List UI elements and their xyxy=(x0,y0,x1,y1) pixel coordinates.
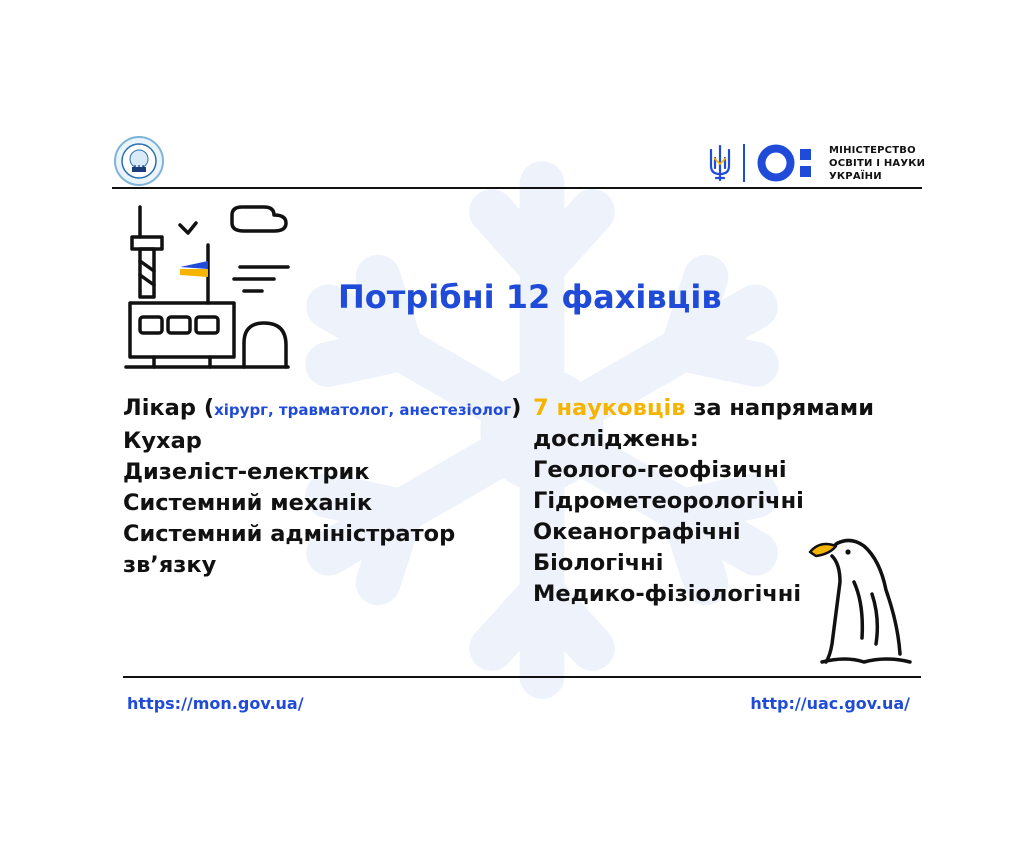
list-item: Кухар xyxy=(123,428,202,454)
ministry-name xyxy=(829,144,925,183)
list-intro xyxy=(533,393,874,424)
paren-close: ) xyxy=(511,395,522,421)
list-item: Системний механік xyxy=(123,490,373,516)
list-intro-line2: досліджень: xyxy=(533,426,699,452)
doctor-specialties: хірург, травматолог, анестезіолог xyxy=(214,401,512,419)
doctor-label: Лікар xyxy=(123,395,196,421)
mon-logo-icon xyxy=(757,144,819,182)
page-title: Потрібні 12 фахівців xyxy=(338,278,722,316)
mon-website-link[interactable]: https://mon.gov.ua/ xyxy=(127,694,304,713)
list-item: Геолого-геофізичні xyxy=(533,457,787,483)
paren-open: ( xyxy=(203,395,215,421)
list-item: Гідрометеорологічні xyxy=(533,488,804,514)
ministry-line: УКРАЇНИ xyxy=(829,170,882,182)
logo-divider xyxy=(743,144,745,182)
footer-divider xyxy=(123,676,921,678)
penguin-icon xyxy=(806,534,914,668)
header-divider xyxy=(112,187,922,189)
list-item: Медико-фізіологічні xyxy=(533,581,802,607)
uac-website-link[interactable]: http://uac.gov.ua/ xyxy=(750,694,910,713)
specialist-list xyxy=(123,393,521,581)
ministry-line: МІНІСТЕРСТВО xyxy=(829,144,916,156)
intro-text: за напрямами xyxy=(685,395,874,421)
list-item: Біологічні xyxy=(533,550,664,576)
scientist-count: 7 науковців xyxy=(533,395,686,421)
trident-icon xyxy=(707,144,733,182)
list-item: Дизеліст-електрик xyxy=(123,459,370,485)
ministry-logo xyxy=(707,140,925,186)
ministry-line: ОСВІТИ І НАУКИ xyxy=(829,157,926,169)
list-item: Океанографічні xyxy=(533,519,741,545)
list-item xyxy=(123,393,521,426)
list-item: Системний адміністратор xyxy=(123,521,456,547)
list-item: зв’язку xyxy=(123,552,217,578)
polar-station-icon xyxy=(124,203,296,371)
antarctic-center-seal-icon xyxy=(113,135,165,187)
